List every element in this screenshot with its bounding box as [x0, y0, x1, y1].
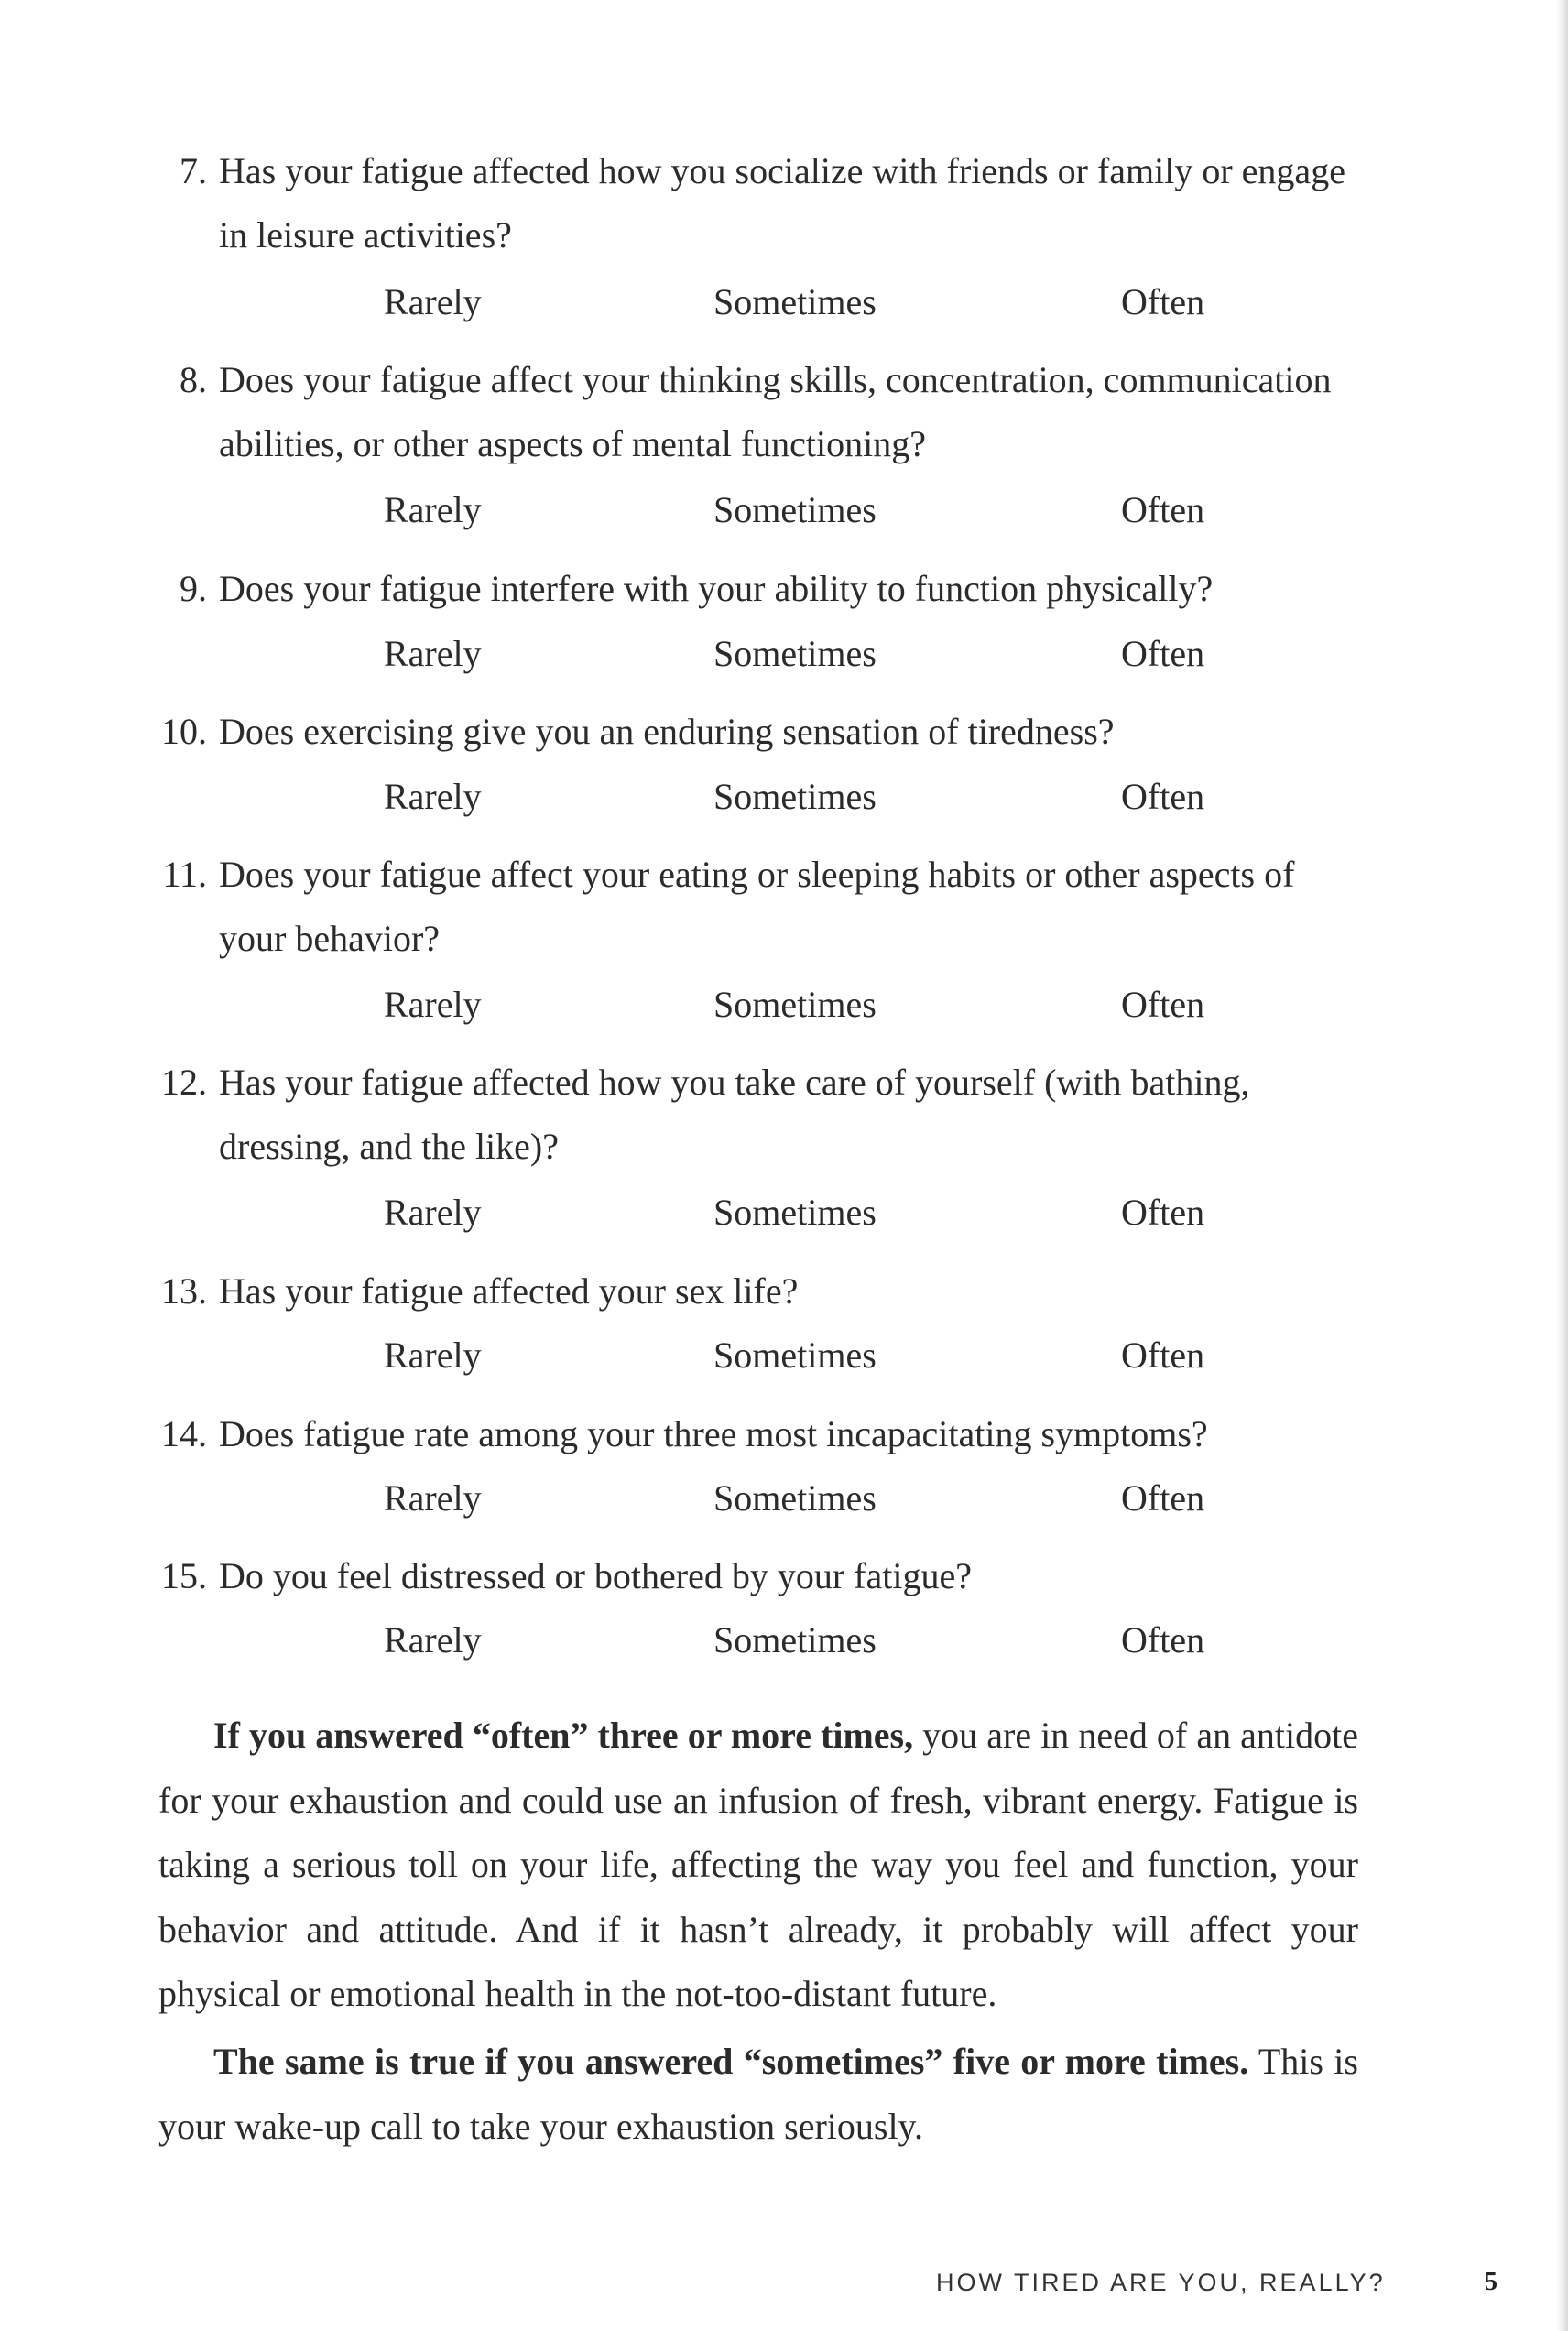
summary-sometimes-body: This is your wake-up call to take your exhaustion seriously.: [158, 2041, 1358, 2147]
running-head: HOW TIRED ARE YOU, REALLY?: [936, 2269, 1386, 2296]
summary-often-body: you are in need of an antidote for your exhaustion and could use an infusion of fresh, vibrant energy. Fatigue is taking a serious toll on your life, affecting the way you feel and function, your behavior and attitude. And if it hasn’t already, it probably will affect your physical or emotional health in the not-too-distant future.: [158, 1715, 1359, 2014]
answer-row: [0, 765, 1568, 829]
answer-rarely[interactable]: Rarely: [384, 633, 482, 674]
question-number: 10.: [161, 711, 207, 752]
answer-rarely[interactable]: Rarely: [384, 281, 482, 322]
page-number: 5: [1485, 2268, 1497, 2296]
page-footer: [0, 2264, 1568, 2301]
page-edge-shadow: [1555, 0, 1568, 2331]
question-text: Does your fatigue affect your thinking skills, concentration, communication abilities, or other aspects of mental functioning?: [219, 359, 1332, 464]
question-number: 11.: [162, 854, 207, 895]
answer-often[interactable]: Often: [1121, 633, 1205, 674]
answer-rarely[interactable]: Rarely: [384, 776, 482, 817]
question-text: Does fatigue rate among your three most incapacitating symptoms?: [219, 1413, 1208, 1454]
answer-row: [0, 973, 1568, 1037]
question-number: 15.: [161, 1555, 207, 1596]
question-number: 12.: [161, 1062, 207, 1103]
answer-row: [0, 1181, 1568, 1245]
answer-often[interactable]: Often: [1121, 281, 1205, 322]
answer-row: [0, 1608, 1568, 1672]
question-number: 9.: [180, 568, 207, 609]
answer-row: [0, 478, 1568, 542]
answer-row: [0, 1323, 1568, 1388]
question-text: Does exercising give you an enduring sensation of tiredness?: [219, 711, 1115, 752]
answer-rarely[interactable]: Rarely: [384, 1477, 482, 1519]
summary-paragraph-sometimes: [158, 2030, 1358, 2159]
answer-sometimes[interactable]: Sometimes: [713, 1477, 877, 1519]
answer-often[interactable]: Often: [1121, 984, 1205, 1025]
summary-often-lead: If you answered “often” three or more times,: [213, 1715, 914, 1756]
question-text: Do you feel distressed or bothered by your fatigue?: [219, 1555, 972, 1596]
question-text: Has your fatigue affected how you take care of yourself (with bathing, dressing, and the like)?: [219, 1062, 1250, 1167]
answer-often[interactable]: Often: [1121, 1477, 1205, 1519]
answer-sometimes[interactable]: Sometimes: [713, 1192, 877, 1233]
question-text: Does your fatigue affect your eating or sleeping habits or other aspects of your behavior?: [219, 854, 1295, 959]
answer-sometimes[interactable]: Sometimes: [713, 1619, 877, 1661]
answer-sometimes[interactable]: Sometimes: [713, 984, 877, 1025]
question-number: 8.: [180, 359, 207, 400]
question-text: Does your fatigue interfere with your ability to function physically?: [219, 568, 1214, 609]
answer-often[interactable]: Often: [1121, 776, 1205, 817]
answer-rarely[interactable]: Rarely: [384, 489, 482, 530]
answer-row: [0, 1466, 1568, 1530]
answer-sometimes[interactable]: Sometimes: [713, 776, 877, 817]
answer-sometimes[interactable]: Sometimes: [713, 489, 877, 530]
summary-paragraph-often: [158, 1704, 1358, 2027]
answer-row: [0, 622, 1568, 686]
question-number: 14.: [161, 1413, 207, 1454]
answer-often[interactable]: Often: [1121, 489, 1205, 530]
answer-often[interactable]: Often: [1121, 1192, 1205, 1233]
summary-sometimes-lead: The same is true if you answered “sometimes” five or more times.: [213, 2041, 1249, 2082]
answer-rarely[interactable]: Rarely: [384, 1619, 482, 1661]
answer-sometimes[interactable]: Sometimes: [713, 1334, 877, 1376]
question-text: Has your fatigue affected your sex life?: [219, 1270, 799, 1312]
question-text: Has your fatigue affected how you socialize with friends or family or engage in leisure activities?: [219, 150, 1345, 256]
answer-often[interactable]: Often: [1121, 1334, 1205, 1376]
answer-rarely[interactable]: Rarely: [384, 984, 482, 1025]
answer-sometimes[interactable]: Sometimes: [713, 281, 877, 322]
question-number: 13.: [161, 1270, 207, 1312]
question-number: 7.: [180, 150, 207, 191]
answer-often[interactable]: Often: [1121, 1619, 1205, 1661]
answer-row: [0, 270, 1568, 334]
answer-rarely[interactable]: Rarely: [384, 1334, 482, 1376]
answer-sometimes[interactable]: Sometimes: [713, 633, 877, 674]
answer-rarely[interactable]: Rarely: [384, 1192, 482, 1233]
